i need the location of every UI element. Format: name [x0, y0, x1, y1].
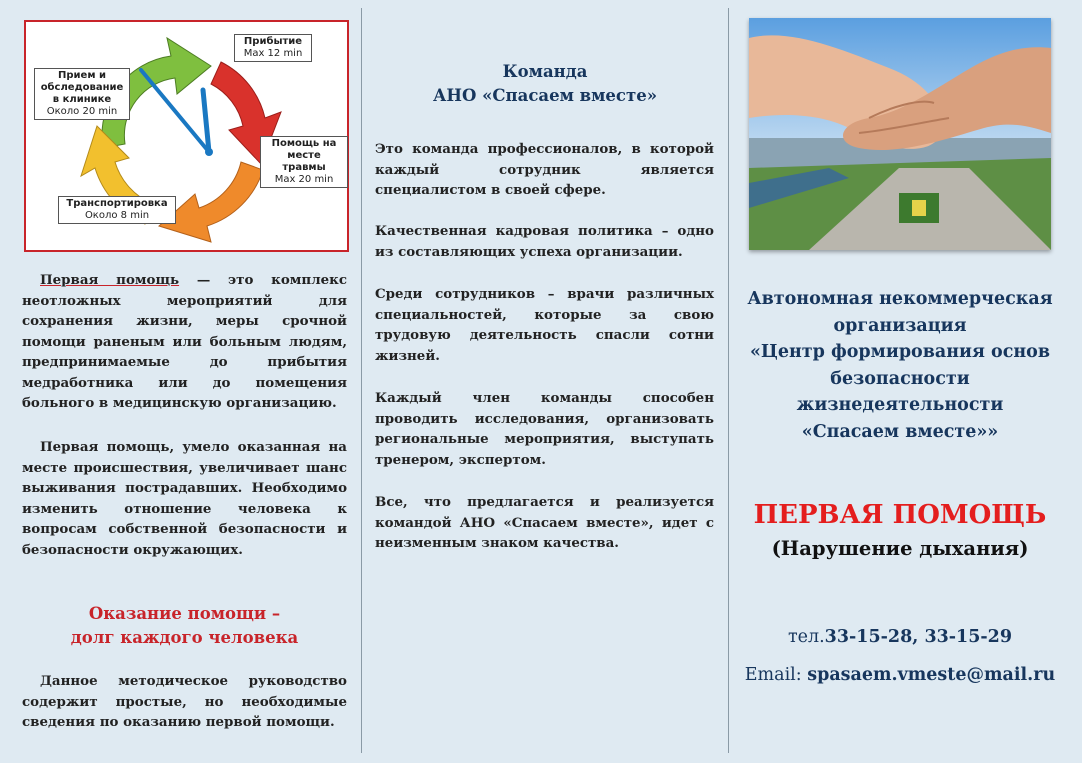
email-address[interactable]: spasaem.vmeste@mail.ru	[807, 665, 1056, 685]
step-transport	[58, 196, 176, 224]
phone-label: тел.	[787, 627, 825, 647]
step-arrival	[234, 34, 312, 62]
definition-lead: Первая помощь	[40, 272, 180, 288]
email-label: Email:	[744, 665, 808, 685]
org-line-4: безопасности	[830, 368, 970, 389]
left-paragraph-definition	[22, 270, 347, 414]
step-clinic-title: Прием и обследование в клинике	[40, 70, 124, 105]
first-aid-cycle-diagram	[24, 20, 349, 252]
brochure-sub-title: (Нарушение дыхания)	[771, 537, 1029, 560]
team-title-line2: АНО «Спасаем вместе»	[432, 86, 658, 105]
step-clinic	[34, 68, 130, 120]
clock-hand-short	[203, 90, 209, 152]
step-transport-title: Транспортировка	[66, 198, 168, 209]
step-onsite-title: Помощь на месте травмы	[271, 138, 337, 173]
team-title	[375, 60, 715, 108]
step-transport-time: Около 8 min	[84, 210, 150, 221]
team-paragraph-5: Все, что предлагается и реализуется командой АНО «Спасаем вместе», идет с неизменным знаком качества.	[375, 494, 714, 551]
divider-left	[361, 8, 362, 753]
team-title-line1: Команда	[502, 62, 588, 81]
step-arrival-time: Max 12 min	[243, 48, 303, 59]
org-line-6: «Спасаем вместе»»	[801, 421, 999, 442]
clock-hand-long	[141, 70, 209, 152]
definition-rest: — это комплекс неотложных мероприятий для сохранения жизни, меры срочной помощи раненым или больным людям, предпринимаемые до прибытия медработника или до помещения больного в медицинскую организацию.	[22, 272, 348, 411]
team-paragraph-4: Каждый член команды способен проводить исследования, организовать региональные мероприятия, выступать тренером, экспертом.	[375, 390, 714, 468]
org-line-2: организация	[833, 315, 967, 336]
org-line-1: Автономная некоммерческая	[747, 289, 1053, 309]
org-line-3: «Центр формирования основ	[749, 342, 1051, 362]
left-paragraph-importance: Первая помощь, умело оказанная на месте происшествия, увеличивает шанс выживания пострадавших. Необходимо изменить отношение человека к вопросам собственной безопасности и безопасности окружающих.	[22, 439, 347, 558]
clock-center	[205, 148, 213, 156]
left-paragraph-guide: Данное методическое руководство содержит простые, но необходимые сведения по оказанию первой помощи.	[22, 673, 347, 730]
team-paragraph-2: Качественная кадровая политика – одно из составляющих успеха организации.	[375, 223, 714, 260]
left-red-title	[22, 602, 347, 650]
hands-photo	[749, 18, 1051, 250]
step-arrival-title: Прибытие	[243, 36, 303, 47]
brochure-main-title: ПЕРВАЯ ПОМОЩЬ	[753, 500, 1047, 530]
team-paragraph-3: Среди сотрудников – врачи различных специальностей, которые за свою трудовую деятельность спасли сотни жизней.	[375, 286, 714, 364]
divider-right	[728, 8, 729, 753]
phone-numbers: 33-15-28, 33-15-29	[824, 627, 1013, 647]
step-onsite-time: Max 20 min	[274, 174, 334, 185]
email-line	[732, 662, 1068, 688]
phone-line	[732, 624, 1068, 650]
red-title-line1: Оказание помощи –	[88, 604, 281, 623]
team-paragraph-1: Это команда профессионалов, в которой каждый сотрудник является специалистом в своей сфере.	[375, 141, 714, 198]
org-line-5: жизнедеятельности	[796, 395, 1004, 415]
step-onsite	[260, 136, 348, 188]
red-title-line2: долг каждого человека	[70, 628, 299, 647]
step-clinic-time: Около 20 min	[46, 106, 118, 117]
organization-name	[732, 286, 1068, 445]
